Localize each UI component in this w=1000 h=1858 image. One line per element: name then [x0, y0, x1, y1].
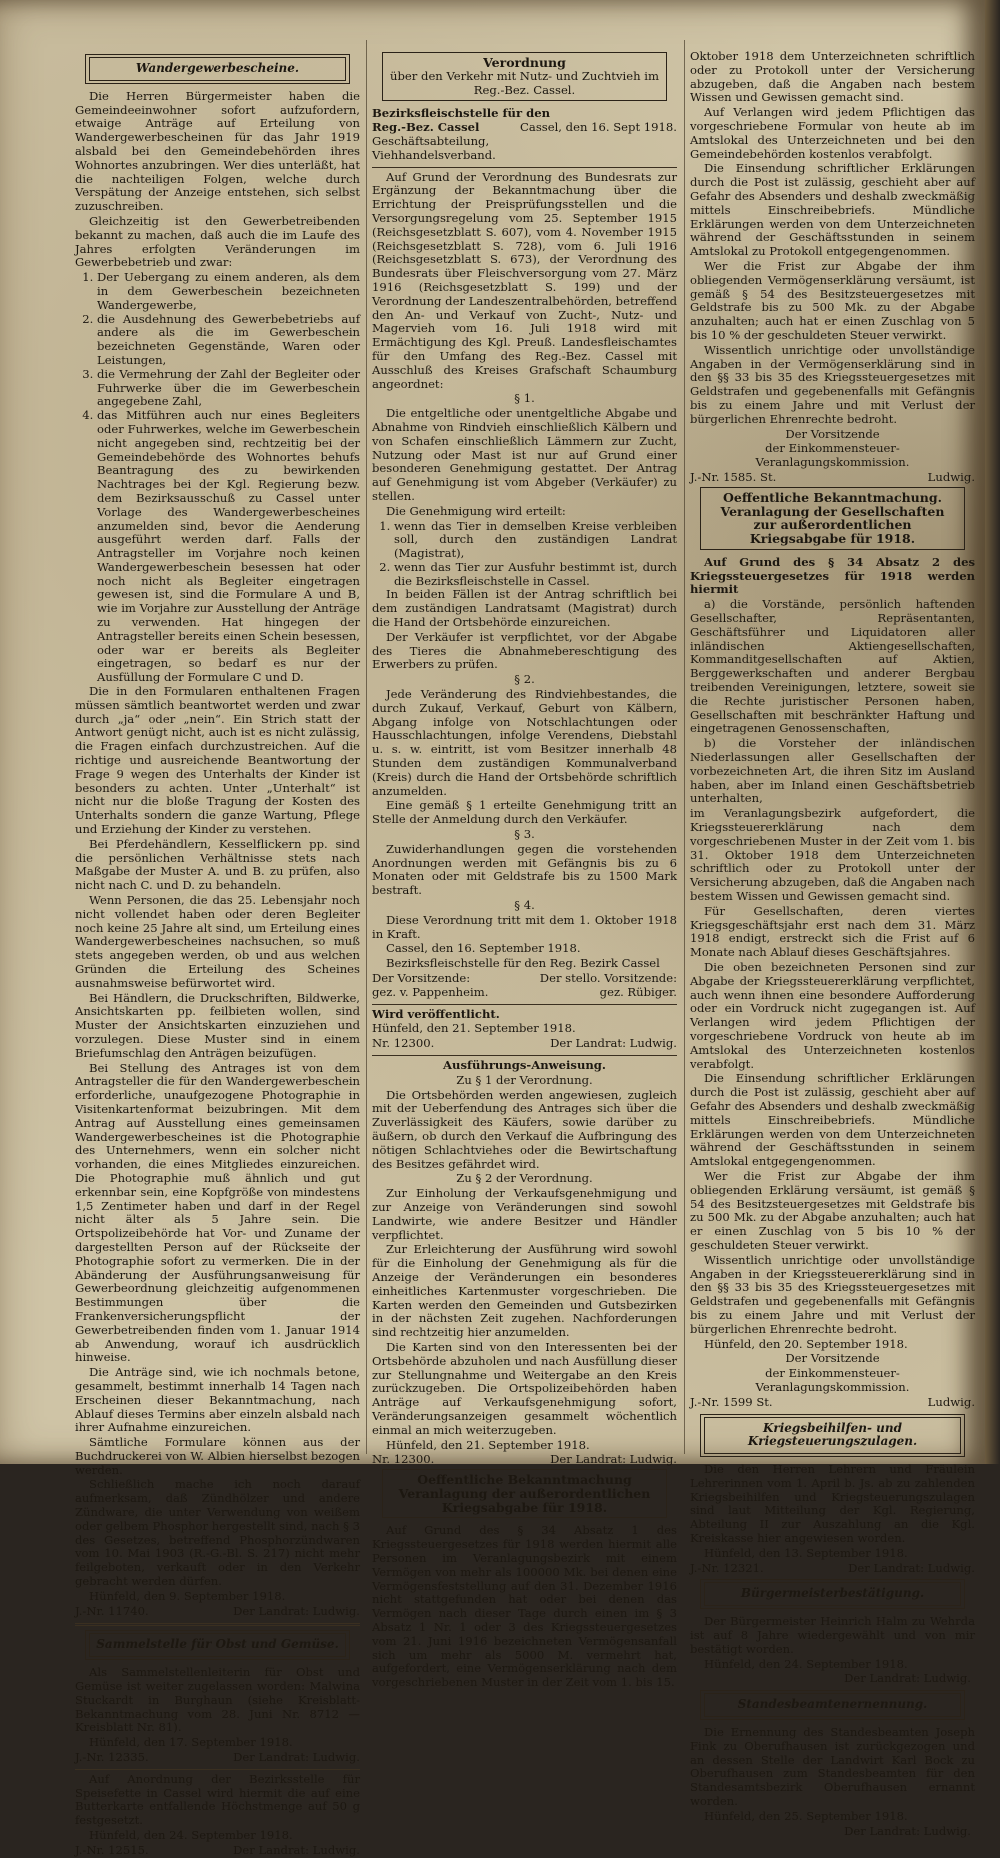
gesell-p5: Für Gesellschaften, deren viertes Kriegsgeschäftsjahr erst nach dem 31. März 1918 endigt, erstreckt sich die Frist auf 6 Monate nach Ablauf dieses Geschäftsjahres. — [690, 903, 975, 960]
wander-p10: Schließlich mache ich noch darauf aufmerksam, daß Zündhölzer und andere Zündware, die unter Verwendung von weißem oder gelbem Phosphor hergestellt sind, nach § 3 des Gesetzes, betreffend Phosphorzündwaren vom 10. Mai 1903 (R.-G.-Bl. S. 217) nicht mehr feilgeboten, verkauft oder in den Verkehr gebracht werden dürfen. — [75, 1477, 360, 1589]
obst-nr: J.-Nr. 12335. — [75, 1750, 149, 1765]
verordnung-title-box — [382, 52, 667, 101]
gesell-date: Hünfeld, den 20. September 1918. — [704, 1336, 908, 1351]
beihilfe-sign: Der Landrat: Ludwig. — [848, 1560, 975, 1575]
gesell-title: Oeffentliche Bekanntmachung. — [723, 489, 942, 505]
page-edge — [985, 0, 1000, 1464]
verordnung-signature — [372, 1037, 677, 1051]
verordnung-sig-row1 — [372, 972, 677, 986]
bmbest-sign: Der Landrat: Ludwig. — [844, 1671, 971, 1686]
cont-signature — [690, 471, 975, 485]
bmbest-title: Bürgermeisterbestätigung. — [704, 1582, 961, 1606]
gesell-sig2: der Einkommensteuer-Veranlagungskommission. — [755, 1366, 910, 1394]
standes-title-box — [700, 1690, 965, 1720]
wander-item: 2. die Ausdehnung des Gewerbebetriebs auf andere als die im Gewerbeschein bezeichneten Gegenstände, Waren oder Leistungen, — [97, 313, 360, 368]
gesell-p8: Wer die Frist zur Abgabe der ihm obliegenden Erklärung versäumt, ist gemäß § 54 des Besitzsteuergesetzes mit Geldstrafe bis zu 500 Mk. zu der Abgabe anzuhalten; auch hat er einen Zuschlag von 5 bis 10 % der geschuldeten Steuer verwirkt. — [690, 1168, 975, 1252]
wander-p1: Die Herren Bürgermeister haben die Gemeindeeinwohner sofort aufzufordern, etwaige Anträge auf Erteilung von Wandergewerbescheinen für das Jahr 1919 alsbald bei den Gemeindebehörden ihres Wohnortes anzubringen. Wer dies unterläßt, hat die nachteiligen Folgen, welche durch Verspätung der Anzeige entstehen, sich selbst zuzuschreiben. — [75, 88, 360, 214]
wander-p4: Bei Pferdehändlern, Kesselflickern pp. sind die persönlichen Verhältnisse stets nach Maßgabe der Muster A. und B. zu prüfen, also nicht nach C. und D. zu behandeln. — [75, 836, 360, 893]
gesell-p9: Wissentlich unrichtige oder unvollständige Angaben in der Kriegssteuererklärung sind in den §§ 33 bis 35 des Kriegssteuergesetzes mit Geldstrafen und gegebenenfalls mit Gefängnis bis zu einem Jahre und mit Verlust der bürgerlichen Ehrenrechte bedroht. — [690, 1252, 975, 1336]
section-2: § 2. — [514, 672, 535, 687]
s2-p1: Jede Veränderung des Rindviehbestandes, die durch Zukauf, Verkauf, Geburt von Kälbern, Abgang infolge von Notschlachtungen oder Hausschlachtungen, infolge Verendens, Diebstahl u. s. w. eintritt, ist vom Besitzer innerhalb 48 Stunden dem zuständigen Kommunalverband (Kreis) durch die Hand der Ortsbehörde schriftlich anzumelden. — [372, 687, 677, 798]
sig-right-title: Der stello. Vorsitzende: — [539, 971, 677, 985]
cont-nr: J.-Nr. 1585. St. — [690, 469, 777, 484]
gesell-p7: Die Einsendung schriftlicher Erklärungen durch die Post ist zulässig, geschieht aber auf Gefahr des Absenders und deshalb zweckmäßig mittels Einschreibebriefs. Mündliche Erklärungen werden von dem Unterzeichneten während der Geschäftsstunden in seinem Amtslokal entgegengenommen. — [690, 1071, 975, 1169]
gesell-sub2: zur außerordentlichen Kriegsabgabe für 1918. — [749, 517, 916, 547]
wander-item: 3. die Vermehrung der Zahl der Begleiter oder Fuhrwerke über die im Gewerbeschein angegebene Zahl, — [97, 368, 360, 409]
gesell-sig1: Der Vorsitzende — [785, 1351, 880, 1366]
cont-sig1: Der Vorsitzende — [785, 426, 880, 441]
wander-p3: Die in den Formularen enthaltenen Fragen müssen sämtlich beantwortet werden und zwar durch „ja“ oder „nein“. Ein Strich statt der Antwort genügt nicht, auch ist es nicht zulässig, die Fragen einfach durchzustreichen. Auf die richtige und ausreichende Beantwortung der Frage 9 wegen des Unterhalts der Kinder ist besonders zu achten. Unter „Unterhalt“ ist nicht nur die bloße Tragung der Kosten des Unterhalts sondern die ganze Wartung, Pflege und Erziehung der Kinder zu verstehen. — [75, 684, 360, 837]
ausf-title: Ausführungs-Anweisung. — [443, 1057, 606, 1072]
wander-p9: Sämtliche Formulare können aus der Buchdruckerei von W. Albien hierselbst bezogen werden. — [75, 1435, 360, 1477]
wander-title: Wandergewerbescheine. — [89, 57, 346, 81]
wander-nr: J.-Nr. 11740. — [75, 1603, 149, 1618]
obst-signature — [75, 1751, 360, 1765]
wander-item: 1. Der Uebergang zu einem anderen, als dem in dem Gewerbeschein bezeichneten Wandergewerbe, — [97, 271, 360, 312]
wander-p5: Wenn Personen, die das 25. Lebensjahr noch nicht vollendet haben oder deren Begleiter noch keine 25 Jahre alt sind, um Erteilung eines Wandergewerbescheines nachsuchen, so muß stets angegeben werden, ob und aus welchen Gründen die Erteilung des Scheines ausnahmsweise befürwortet wird. — [75, 893, 360, 990]
s3-p1: Zuwiderhandlungen gegen die vorstehenden Anordnungen werden mit Gefängnis bis zu 6 Monaten oder mit Geldstrafe bis zu 1500 Mark bestraft. — [372, 841, 677, 898]
divider — [372, 1004, 677, 1005]
ausf-h1: Zu § 1 der Verordnung. — [456, 1072, 593, 1087]
sig-right-name: gez. Rübiger. — [599, 984, 677, 999]
obst-sign: Der Landrat: Ludwig. — [233, 1750, 360, 1765]
obst-title-box — [85, 1630, 350, 1660]
wander-p8: Die Anträge sind, wie ich nochmals betone, gesammelt, bestimmt innerhalb 14 Tagen nach Erscheinen dieser Bekanntmachung, nach Ablauf dieses Termins aber einzeln alsbald nach ihrer Aufnahme einzureichen. — [75, 1365, 360, 1435]
divider — [75, 1769, 360, 1770]
gesell-name: Ludwig. — [927, 1394, 975, 1409]
veranl-title-box — [382, 1469, 667, 1518]
divider — [372, 167, 677, 168]
verordnung-office: Bezirksfleischstelle für den Reg. Bezirk Cassel — [386, 956, 660, 971]
beihilfe-nr: J.-Nr. 12321. — [690, 1560, 764, 1575]
ausf-p1: Die Ortsbehörden werden angewiesen, zugleich mit der Ueberfendung des Antrages sich über die Zuverlässigkeit des Käufers, sowie darüber zu äußern, ob durch den Verkauf die Aufbringung des nötigen Schlachtviehes oder die Bewirtschaftung des Besitzes gefährdet wird. — [372, 1087, 677, 1171]
cont-p5: Wissentlich unrichtige oder unvollständige Angaben in der Vermögenserklärung sind in den §§ 33 bis 35 des Kriegssteuergesetzes mit Geldstrafen und gegebenenfalls mit Gefängnis bis zu einem Jahre und mit Verlust der bürgerlichen Ehrenrechte bedroht. — [690, 342, 975, 426]
sig-left-name: gez. v. Pappenheim. — [372, 984, 489, 999]
column-rule — [366, 40, 367, 1454]
butter-signature — [75, 1844, 360, 1858]
verordnung-intro: Auf Grund der Verordnung des Bundesrats zur Ergänzung der Bekanntmachung über die Errichtung der Preisprüfungsstellen und die Versorgungsregelung vom 25. September 1915 (Reichsgesetzblatt S. 607), vom 4. November 1915 (Reichsgesetzblatt S. 728), vom 6. Juli 1916 (Reichsgesetzblatt S. 673), der Verordnung des Bundesrats über Fleischversorgung vom 27. März 1916 (Reichsgesetzblatt S. 199) und der Verordnung der Landeszentralbehörden, betreffend den An- und Verkauf von Zucht-, Nutz- und Magervieh vom 16. Juli 1918 wird mit Ermächtigung des Kgl. Preuß. Landesfleischamtes für den Umfang des Reg.-Bez. Cassel mit Ausschluß des Kreises Grafschaft Schaumburg angeordnet: — [372, 169, 677, 391]
divider — [372, 1055, 677, 1056]
verordnung-issuer-row — [372, 121, 677, 135]
verordnung-sig-row2 — [372, 986, 677, 1000]
wander-date: Hünfeld, den 9. September 1918. — [89, 1588, 286, 1603]
divider — [75, 1623, 360, 1626]
butter-nr: J.-Nr. 12515. — [75, 1842, 149, 1857]
wander-list — [75, 271, 360, 685]
verordnung-issuer4: Viehhandelsverband. — [372, 147, 496, 162]
s2-p2: Eine gemäß § 1 erteilte Genehmigung tritt an Stelle der Anmeldung durch den Verkäufer. — [372, 798, 677, 827]
cont-p4: Wer die Frist zur Abgabe der ihm obliegenden Vermögenserklärung versäumt, ist gemäß § 54 des Besitzsteuergesetzes mit Geldstrafe bis zu 500 Mk. zu der Abgabe anzuhalten; auch hat er einen Zuschlag von 5 bis 10 % der geschuldeten Steuer verwirkt. — [690, 258, 975, 342]
gesell-p2: a) die Vorstände, persönlich haftenden Gesellschafter, Repräsentanten, Geschäftsführer und Liquidatoren aller inländischen Aktiengesellschaften, Kommanditgesellschaften auf Aktien, Berggewerkschaften und anderer Bergbau treibenden Vereinigungen, letztere, soweit sie die Rechte juristischer Personen haben, Gesellschaften mit beschränkter Haftung und eingetragenen Genossenschaften, — [690, 597, 975, 736]
wander-p7: Bei Stellung des Antrages ist von dem Antragsteller die für den Wandergewerbeschein erforderliche, unaufgezogene Photographie in Visitenkartenformat beizubringen. Mit dem Antrag auf Ausstellung eines gemeinsamen Wandergewerbescheines ist die Photographie des Unternehmers, wenn ein solcher nicht vorhanden, die eines Mitgliedes einzureichen. Die Photographie muß ähnlich und gut erkennbar sein, eine Kopfgröße von mindestens 1,5 Zentimeter haben und darf in der Regel nicht älter als 5 Jahre sein. Die Ortspolizeibehörde hat Vor- und Zuname der dargestellten Person auf der Rückseite der Photographie sofort zu vermerken. Die in der Abänderung der Ausführungsanweisung für Gewerbeordnung gleichzeitig aufgenommenen Bestimmungen über die Frankenversicherungspflicht der Gewerbetreibenden finden vom 1. Januar 1914 ab Anwendung, worauf ich ausdrücklich hinweise. — [75, 1060, 360, 1365]
ausf-p4: Die Karten sind von den Interessenten bei der Ortsbehörde abzuholen und nach Ausfüllung dieser zur Stellungnahme und Weitergabe an den Kreis zurückzugeben. Die Ortspolizeibehörden haben Anträge auf Verkaufsgenehmigung sofort, Veränderungsanzeigen gesammelt wöchentlich einmal an mich weiterzugeben. — [372, 1339, 677, 1437]
wander-sign: Der Landrat: Ludwig. — [233, 1603, 360, 1618]
standes-title: Standesbeamtenernennung. — [704, 1693, 961, 1717]
s1-p2: Die Genehmigung wird erteilt: — [386, 503, 566, 518]
verordnung-sign: Der Landrat: Ludwig. — [550, 1036, 677, 1051]
column-rule — [684, 40, 685, 1454]
ausf-signature — [372, 1453, 677, 1467]
beihilfe-title-box — [700, 1414, 965, 1458]
ausf-p3: Zur Erleichterung der Ausführung wird sowohl für die Einholung der Genehmigung als für die Anzeige der Veränderungen ein besonderes einheitliches Kartenmuster vorgeschrieben. Die Karten werden den Gemeinden und Gutsbezirken in der nächsten Zeit zugehen. Nachforderungen sind rechtzeitig hier anzumelden. — [372, 1242, 677, 1340]
wander-item: 4. das Mitführen auch nur eines Begleiters oder Fuhrwerkes, welche im Gewerbeschein nicht angegeben sind, rechtzeitig bei der Gemeindebehörde des Wohnortes behufs Beantragung des zu bewirkenden Nachtrages bei der Kgl. Regierung bezw. dem Bezirksausschuß zu Cassel unter Vorlage des Wandergewerbescheines anzumelden sind, bevor die Aenderung ausgeführt werden darf. Falls der Antragsteller im Vorjahre noch keinen Wandergewerbeschein besessen hat oder noch nicht als Begleiter eingetragen gewesen ist, sind die Formulare A und B, wie im Vorjahre zur Ausstellung der Anträge zu verwenden. Hat hingegen der Antragsteller bereits einen Schein besessen, oder war er bereits als Begleiter eingetragen, so bedarf es nur der Ausfüllung der Formulare C und D. — [97, 409, 360, 685]
ausf-nr: Nr. 12300. — [372, 1452, 435, 1467]
gesell-signature — [690, 1396, 975, 1410]
gesell-title-box — [700, 487, 965, 550]
obst-p1: Als Sammelstellenleiterin für Obst und Gemüse ist weiter zugelassen worden: Malwina Stuckardt in Burghaun (siehe Kreisblatt-Bekanntmachung vom 28. Juni Nr. 8712 — Kreisblatt Nr. 81). — [75, 1665, 360, 1735]
s1-p4: Der Verkäufer ist verpflichtet, vor der Abgabe des Tieres die Abnahmebereschtigung des Erwerbers zu prüfen. — [372, 629, 677, 672]
ausf-date: Hünfeld, den 21. September 1918. — [386, 1437, 590, 1452]
s4-p1: Diese Verordnung tritt mit dem 1. Oktober 1918 in Kraft. — [372, 912, 677, 941]
gesell-nr: J.-Nr. 1599 St. — [690, 1394, 773, 1409]
column-2 — [372, 50, 677, 1690]
sig-left-title: Der Vorsitzende: — [372, 971, 471, 985]
ausf-h2: Zu § 2 der Verordnung. — [456, 1171, 593, 1186]
beihilfe-title: Kriegsbeihilfen- und Kriegsteuerungszulagen. — [704, 1417, 961, 1455]
s1-p3: In beiden Fällen ist der Antrag schriftlich bei dem zuständigen Landratsamt (Magistrat) durch die Hand der Ortsbehörde einzureichen. — [372, 587, 677, 630]
s1-p1: Die entgeltliche oder unentgeltliche Abgabe und Abnahme von Rindvieh einschließlich Kälbern und von Schafen einschließlich Lämmern zur Zucht, Nutzung oder Mast ist nur auf Grund einer besonderen Genehmigung gestattet. Der Antrag auf Genehmigung ist vom Abgeber (Verkäufer) zu stellen. — [372, 406, 677, 503]
wander-title-box — [85, 54, 350, 84]
verordnung-issuer3: Geschäftsabteilung, — [372, 133, 490, 148]
section-1: § 1. — [514, 391, 535, 406]
verordnung-issuer1: Bezirksfleischstelle für den — [372, 106, 551, 121]
ausf-p2: Zur Einholung der Verkaufsgenehmigung und zur Anzeige von Veränderungen sind sowohl Landwirte, wie andere Besitzer und Händler verpflichtet. — [372, 1186, 677, 1242]
cont-p1: Oktober 1918 dem Unterzeichneten schriftlich oder zu Protokoll unter der Versicherung abzugeben, daß die Angaben nach bestem Wissen und Gewissen gemacht sind. — [690, 49, 975, 105]
bmbest-title-box — [700, 1579, 965, 1609]
verordnung-issuer2: Reg.-Bez. Cassel — [372, 120, 480, 135]
butter-p1: Auf Anordnung der Bezirksstelle für Speisefette in Cassel wird hiermit die auf eine Butterkarte entfallende Höchstmenge auf 50 g festgesetzt. — [75, 1771, 360, 1828]
ausf-sign: Der Landrat: Ludwig. — [550, 1452, 677, 1467]
veranl-title: Oeffentliche Bekanntmachung — [417, 1472, 632, 1488]
verordnung-place-date: Cassel, den 16. Sept 1918. — [520, 120, 677, 135]
verordnung-date: Cassel, den 16. September 1918. — [386, 941, 581, 956]
gesell-p1: Auf Grund des § 34 Absatz 2 des Kriegssteuergesetzes für 1918 werden hiermit — [690, 554, 975, 597]
s1-item: 2. wenn das Tier zur Ausfuhr bestimmt ist, durch die Bezirksfleischstelle in Cassel. — [394, 561, 677, 589]
wander-signature — [75, 1605, 360, 1619]
s1-list — [372, 520, 677, 589]
verordnung-nr: Nr. 12300. — [372, 1036, 435, 1051]
cont-sig2: der Einkommensteuer-Veranlagungskommission. — [755, 441, 910, 470]
wander-p2: Gleichzeitig ist den Gewerbetreibenden bekannt zu machen, daß auch die im Laufe des Jahres erfolgten Veränderungen im Gewerbebetrieb und zwar: — [75, 213, 360, 270]
gesell-sub1: Veranlagung der Gesellschaften — [720, 503, 945, 519]
section-3: § 3. — [514, 827, 535, 842]
wander-p6: Bei Händlern, die Druckschriften, Bildwerke, Ansichtskarten pp. feilbieten wollen, sind Muster der Ansichtskarten einzuziehen und vorzulegen. Diese Muster sind in einem Briefumschlag den Anträgen beizufügen. — [75, 990, 360, 1060]
obst-title: Sammelstelle für Obst und Gemüse. — [89, 1633, 346, 1657]
gesell-p3: b) die Vorsteher der inländischen Niederlassungen aller Gesellschaften der vorbezeichneten Art, die ihren Sitz im Ausland haben, aber im Inland einen Geschäftsbetrieb unterhalten, — [690, 736, 975, 806]
standes-date: Hünfeld, den 25. September 1918. — [704, 1808, 908, 1823]
verordnung-pub: Wird veröffentlicht. — [372, 1006, 500, 1021]
bmbest-date: Hünfeld, den 24. September 1918. — [704, 1656, 908, 1671]
verordnung-subtitle: über den Verkehr mit Nutz- und Zuchtvieh im Reg.-Bez. Cassel. — [390, 68, 659, 97]
beihilfe-signature — [690, 1562, 975, 1576]
bmbest-p1: Der Bürgermeister Heinrich Halm zu Wehrda ist auf 8 Jahre wiedergewählt und von mir bestätigt worden. — [690, 1614, 975, 1656]
obst-date: Hünfeld, den 17. September 1918. — [89, 1735, 293, 1750]
gesell-p4: im Veranlagungsbezirk aufgefordert, die Kriegssteuererklärung nach dem vorgeschriebenen Muster in der Zeit vom 1. bis 31. Oktober 1918 dem Unterzeichneten schriftlich oder zu Protokoll unter der Versicherung abzugeben, daß die Angaben nach bestem Wissen und Gewissen gemacht sind. — [690, 806, 975, 904]
veranl-sub: Veranlagung der außerordentlichen Kriegsabgabe für 1918. — [398, 1485, 651, 1515]
column-1 — [75, 50, 360, 1857]
section-4: § 4. — [514, 898, 535, 913]
gesell-p6: Die oben bezeichneten Personen sind zur Abgabe der Kriegssteuererklärung verpflichtet, auch wenn ihnen eine besondere Aufforderung oder ein Vordruck nicht zugegangen ist. Auf Verlangen wird jedem Pflichtigen der vorgeschriebene Vordruck von heute ab im Amtslokal des Unterzeichneten kostenlos verabfolgt. — [690, 960, 975, 1071]
beihilfe-p1: Die den Herren Lehrern und Fräulein Lehrerinnen vom 1. April b. Js. ab zu zahlenden Kriegsbeihilfen und Kriegsteuerungszulagen sind laut Mitteilung der Kgl. Regierung, Abteilung II zur Auszahlung an die Kgl. Kreiskasse hier angewiesen worden. — [690, 1462, 975, 1546]
cont-p2: Auf Verlangen wird jedem Pflichtigen das vorgeschriebene Formular von heute ab im Amtslokal des Unterzeichneten und bei den Gemeindebehörden kostenlos verabfolgt. — [690, 105, 975, 161]
beihilfe-date: Hünfeld, den 13. September 1918. — [704, 1545, 908, 1560]
verordnung-pubdate: Hünfeld, den 21. September 1918. — [372, 1021, 576, 1036]
verordnung-title: Verordnung — [483, 55, 566, 70]
butter-date: Hünfeld, den 24. September 1918. — [89, 1828, 293, 1843]
standes-p1: Die Ernennung des Standesbeamten Joseph Fink zu Oberufhausen ist zurückgezogen und an dessen Stelle der Landwirt Karl Bock zu Oberufhausen zum Standesbeamten für den Standesamtsbezirk Oberufhausen ernannt worden. — [690, 1725, 975, 1809]
butter-sign: Der Landrat: Ludwig. — [233, 1842, 360, 1857]
standes-sign: Der Landrat: Ludwig. — [844, 1823, 971, 1838]
cont-name: Ludwig. — [927, 469, 975, 484]
cont-p3: Die Einsendung schriftlicher Erklärungen durch die Post ist zulässig, geschieht aber auf Gefahr des Absenders und deshalb zweckmäßig mittels Einschreibebriefs. Mündliche Erklärungen werden von dem Unterzeichneten während der Geschäftsstunden in seinem Amtslokal zu Protokoll entgegengenommen. — [690, 161, 975, 259]
s1-item: 1. wenn das Tier in demselben Kreise verbleiben soll, durch den zuständigen Landrat (Magistrat), — [394, 520, 677, 561]
column-3 — [690, 49, 975, 1838]
veranl-p1: Auf Grund des § 34 Absatz 1 des Kriegssteuergesetzes für 1918 werden hiermit alle Personen im Veranlagungsbezirk mit einem Vermögen von mehr als 100000 Mk. bei denen eine Vermögensfeststellung auf den 31. Dezember 1916 nicht stattgefunden hat oder bei denen das Vermögen nach dieser Tage durch einen im § 3 Absatz 1 Nr. 1 oder 3 des Kriegssteuergesetzes vom 21. Juni 1916 bezeichneten Vermögensanfall sich um mehr als 5000 M. vermehrt hat, aufgefordert, eine Vermögenserklärung nach dem vorgeschriebenen Muster in der Zeit vom 1. bis 15. — [372, 1523, 677, 1690]
